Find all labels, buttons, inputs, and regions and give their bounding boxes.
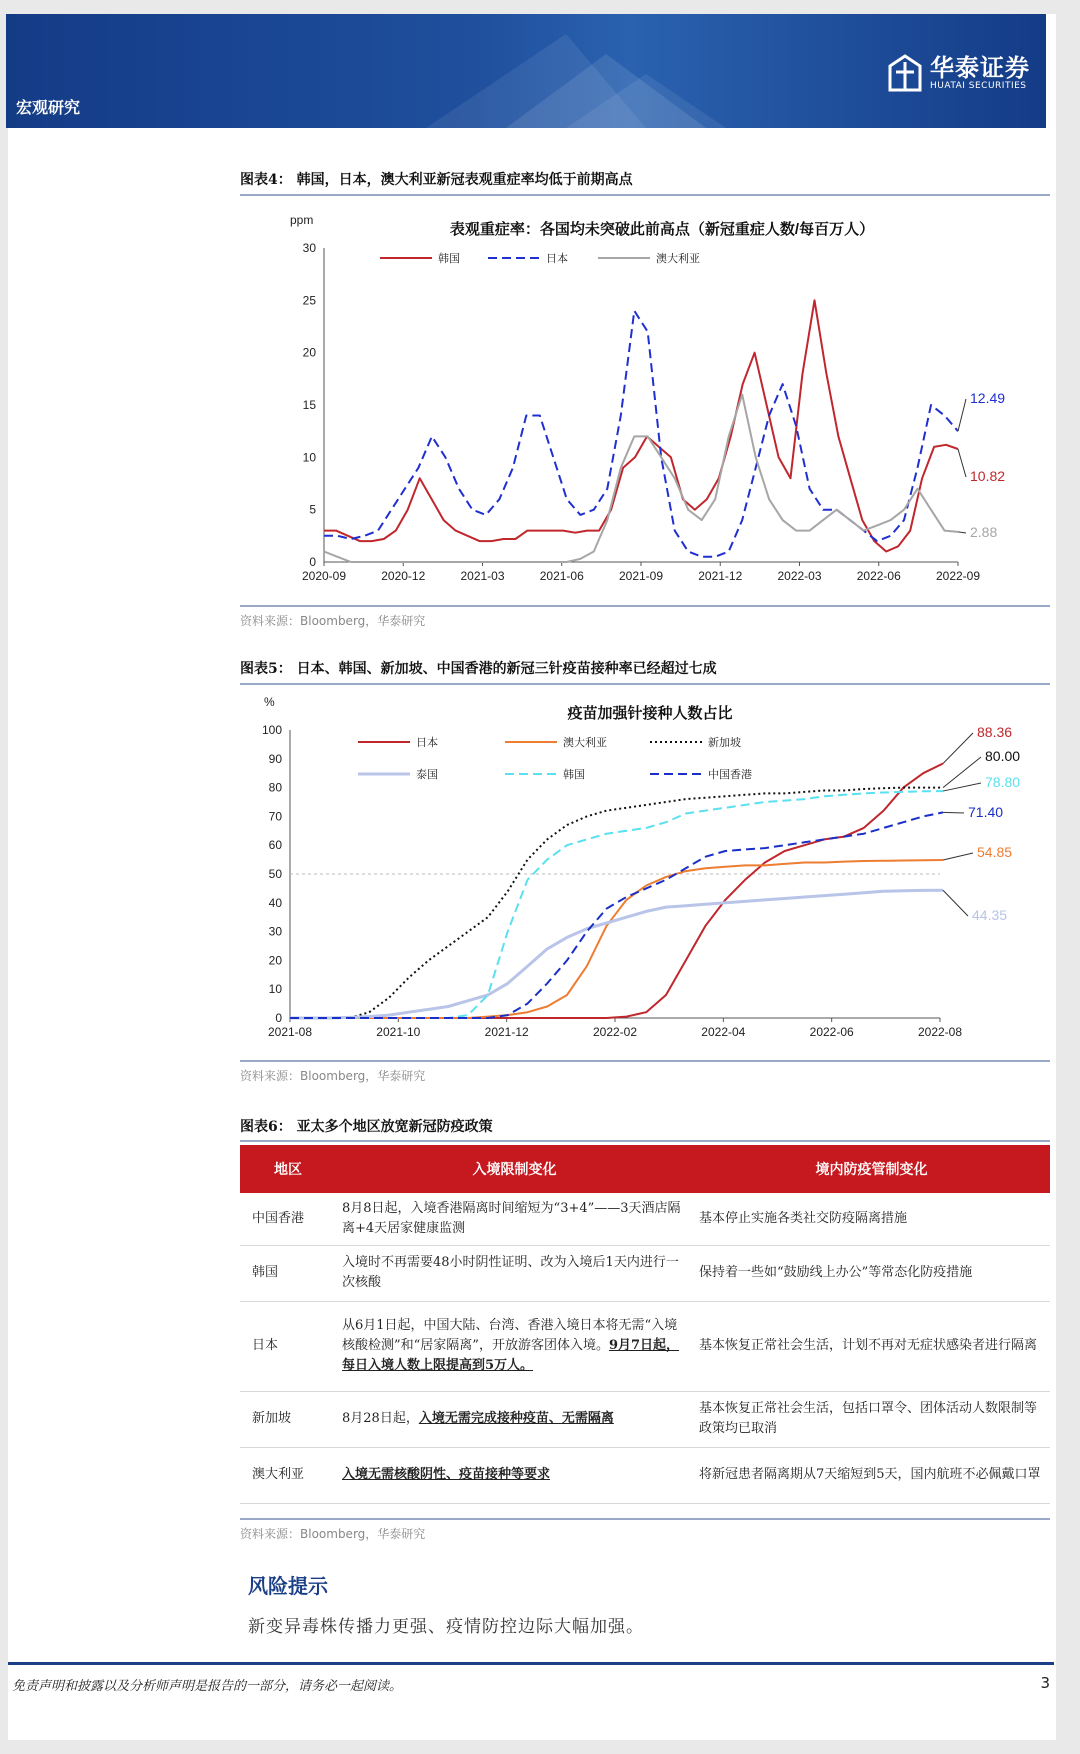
table-row (240, 1391, 1050, 1447)
figure5-rule-bottom (240, 1060, 1050, 1062)
end-label-leader (958, 449, 966, 477)
region-cell: 澳大利亚 (240, 1447, 336, 1503)
y-tick-label: 10 (302, 450, 316, 465)
series-line-0 (290, 764, 943, 1019)
figure6-title: 图表6： 亚太多个地区放宽新冠防疫政策 (240, 1119, 493, 1135)
end-label-leader (958, 532, 966, 533)
domestic-cell: 基本停止实施各类社交防疫隔离措施 (693, 1193, 1050, 1245)
x-tick-label: 2021-09 (618, 569, 664, 583)
figure6-rule-bottom (240, 1518, 1050, 1520)
figure4-chart (240, 198, 1050, 598)
entry-text: 入境时不再需要48小时阴性证明、改为入境后1天内进行一次核酸 (342, 1255, 679, 1290)
end-label-leader (943, 812, 964, 813)
end-value-label: 12.49 (970, 390, 1006, 406)
legend-label: 韩国 (563, 769, 585, 781)
domestic-cell: 基本恢复正常社会生活，计划不再对无症状感染者进行隔离 (693, 1301, 1050, 1391)
figure5-title: 图表5： 日本、韩国、新加坡、中国香港的新冠三针疫苗接种率已经超过七成 (240, 661, 717, 677)
y-axis-unit: ppm (290, 213, 314, 227)
series-line-0 (324, 300, 958, 551)
x-tick-label: 2022-04 (701, 1025, 746, 1039)
entry-highlight: 入境无需完成接种疫苗、无需隔离 (418, 1411, 614, 1426)
region-cell: 日本 (240, 1301, 336, 1391)
y-axis-unit: % (264, 695, 275, 709)
x-tick-label: 2020-12 (381, 569, 426, 583)
entry-highlight: 入境无需核酸阴性、疫苗接种等要求 (342, 1467, 551, 1482)
entry-text: 8月28日起， (342, 1411, 419, 1426)
chart-title: 疫苗加强针接种人数占比 (567, 705, 733, 722)
end-label-leader (943, 853, 973, 860)
domestic-cell: 将新冠患者隔离期从7天缩短到5天，国内航班不必佩戴口罩 (693, 1447, 1050, 1503)
domestic-cell: 保持着一些如“鼓励线上办公”等常态化防疫措施 (693, 1245, 1050, 1301)
end-value-label: 54.85 (977, 844, 1013, 860)
end-value-label: 10.82 (970, 468, 1006, 484)
y-tick-label: 0 (275, 1011, 282, 1025)
y-tick-label: 30 (268, 924, 282, 939)
end-label-leader (943, 890, 968, 916)
section-label: 宏观研究 (16, 98, 81, 117)
chart-title: 表观重症率：各国均未突破此前高点（新冠重症人数/每百万人） (449, 221, 875, 238)
entry-text: 从6月1日起，中国大陆、台湾、香港入境日本将无需“入境核酸检测”和“居家隔离”，开放游客团体入境。 (342, 1318, 678, 1353)
table-header-row (240, 1145, 1050, 1193)
y-tick-label: 60 (268, 838, 282, 853)
end-value-label: 88.36 (977, 724, 1013, 740)
figure4-rule-bottom (240, 605, 1050, 607)
brand-logo (888, 54, 1030, 92)
end-value-label: 80.00 (985, 748, 1021, 764)
entry-cell (336, 1245, 693, 1301)
series-line-1 (290, 860, 943, 1018)
risk-text: 新变异毒株传播力更强、疫情防控边际大幅加强。 (248, 1617, 644, 1637)
figure5-rule-top (240, 683, 1050, 685)
y-tick-label: 40 (268, 895, 282, 910)
entry-highlight: 9月7日起，每日入境人数上限提高到5万人。 (342, 1338, 680, 1373)
header-banner (6, 14, 1046, 128)
x-tick-label: 2022-06 (856, 569, 901, 583)
table-row (240, 1447, 1050, 1503)
table-row (240, 1193, 1050, 1245)
figure4-rule-top (240, 194, 1050, 196)
y-tick-label: 20 (302, 345, 316, 360)
header-region: 地区 (240, 1145, 336, 1193)
footer-rule (8, 1662, 1054, 1665)
header-domestic: 境内防疫管制变化 (693, 1145, 1050, 1193)
end-value-label: 78.80 (985, 774, 1021, 790)
policy-table (240, 1145, 1050, 1504)
region-cell: 中国香港 (240, 1193, 336, 1245)
series-line-2 (290, 788, 943, 1018)
figure4-title: 图表4： 韩国，日本，澳大利亚新冠表观重症率均低于前期高点 (240, 172, 633, 188)
legend-label: 泰国 (416, 769, 438, 781)
figure4-source: 资料来源：Bloomberg，华泰研究 (240, 614, 426, 628)
entry-cell (336, 1193, 693, 1245)
y-tick-label: 0 (309, 555, 316, 569)
x-tick-label: 2021-12 (484, 1025, 529, 1039)
x-tick-label: 2022-09 (935, 569, 981, 583)
series-line-5 (290, 812, 943, 1018)
footer-disclaimer: 免责声明和披露以及分析师声明是报告的一部分，请务必一起阅读。 (12, 1679, 403, 1694)
table-row (240, 1301, 1050, 1391)
y-tick-label: 80 (268, 780, 282, 795)
header-entry: 入境限制变化 (336, 1145, 693, 1193)
end-value-label: 71.40 (968, 804, 1004, 820)
x-tick-label: 2020-09 (301, 569, 347, 583)
table-row (240, 1245, 1050, 1301)
region-cell: 新加坡 (240, 1391, 336, 1447)
end-value-label: 2.88 (970, 524, 998, 540)
x-tick-label: 2021-03 (460, 569, 505, 583)
entry-text: 8月8日起，入境香港隔离时间缩短为“3+4”——3天酒店隔离+4天居家健康监测 (342, 1200, 681, 1236)
y-tick-label: 50 (268, 867, 282, 881)
x-tick-label: 2022-06 (809, 1025, 854, 1039)
legend-label: 澳大利亚 (563, 737, 607, 749)
legend-label: 新加坡 (708, 737, 741, 749)
legend-label: 澳大利亚 (656, 253, 700, 265)
huatai-logo-icon (888, 54, 922, 92)
brand-name-en: HUATAI SECURITIES (930, 81, 1027, 91)
legend-label: 韩国 (438, 253, 460, 265)
x-tick-label: 2021-06 (539, 569, 584, 583)
x-tick-label: 2021-12 (698, 569, 743, 583)
y-tick-label: 70 (268, 809, 282, 824)
y-tick-label: 90 (268, 751, 282, 766)
x-tick-label: 2022-02 (592, 1025, 638, 1039)
end-label-leader (943, 733, 973, 764)
entry-cell (336, 1391, 693, 1447)
figure5-source: 资料来源：Bloomberg，华泰研究 (240, 1069, 426, 1083)
figure6-rule-top (240, 1140, 1050, 1142)
region-cell: 韩国 (240, 1245, 336, 1301)
end-value-label: 44.35 (972, 907, 1008, 923)
y-tick-label: 25 (302, 293, 316, 308)
y-tick-label: 5 (309, 502, 316, 517)
x-tick-label: 2022-03 (777, 569, 822, 583)
y-tick-label: 20 (268, 953, 282, 968)
legend-label: 日本 (416, 737, 438, 749)
series-line-3 (290, 890, 943, 1018)
y-tick-label: 15 (302, 398, 316, 412)
end-label-leader (943, 783, 981, 791)
brand-name-cn: 华泰证券 (930, 54, 1030, 82)
page-number: 3 (1040, 1674, 1050, 1692)
figure5-chart (240, 688, 1050, 1058)
legend-label: 中国香港 (708, 769, 752, 781)
x-tick-label: 2021-08 (267, 1025, 313, 1039)
series-line-4 (290, 791, 943, 1018)
legend-label: 日本 (546, 253, 568, 265)
entry-cell (336, 1447, 693, 1503)
y-tick-label: 100 (261, 723, 282, 737)
x-tick-label: 2022-08 (917, 1025, 963, 1039)
x-tick-label: 2021-10 (376, 1025, 421, 1039)
risk-title: 风险提示 (248, 1574, 328, 1598)
entry-cell (336, 1301, 693, 1391)
domestic-cell: 基本恢复正常社会生活，包括口罩令、团体活动人数限制等政策均已取消 (693, 1391, 1050, 1447)
y-tick-label: 10 (268, 982, 282, 997)
figure6-source: 资料来源：Bloomberg，华泰研究 (240, 1527, 426, 1541)
end-label-leader (958, 399, 966, 431)
y-tick-label: 30 (302, 241, 316, 255)
end-label-leader (943, 757, 981, 788)
